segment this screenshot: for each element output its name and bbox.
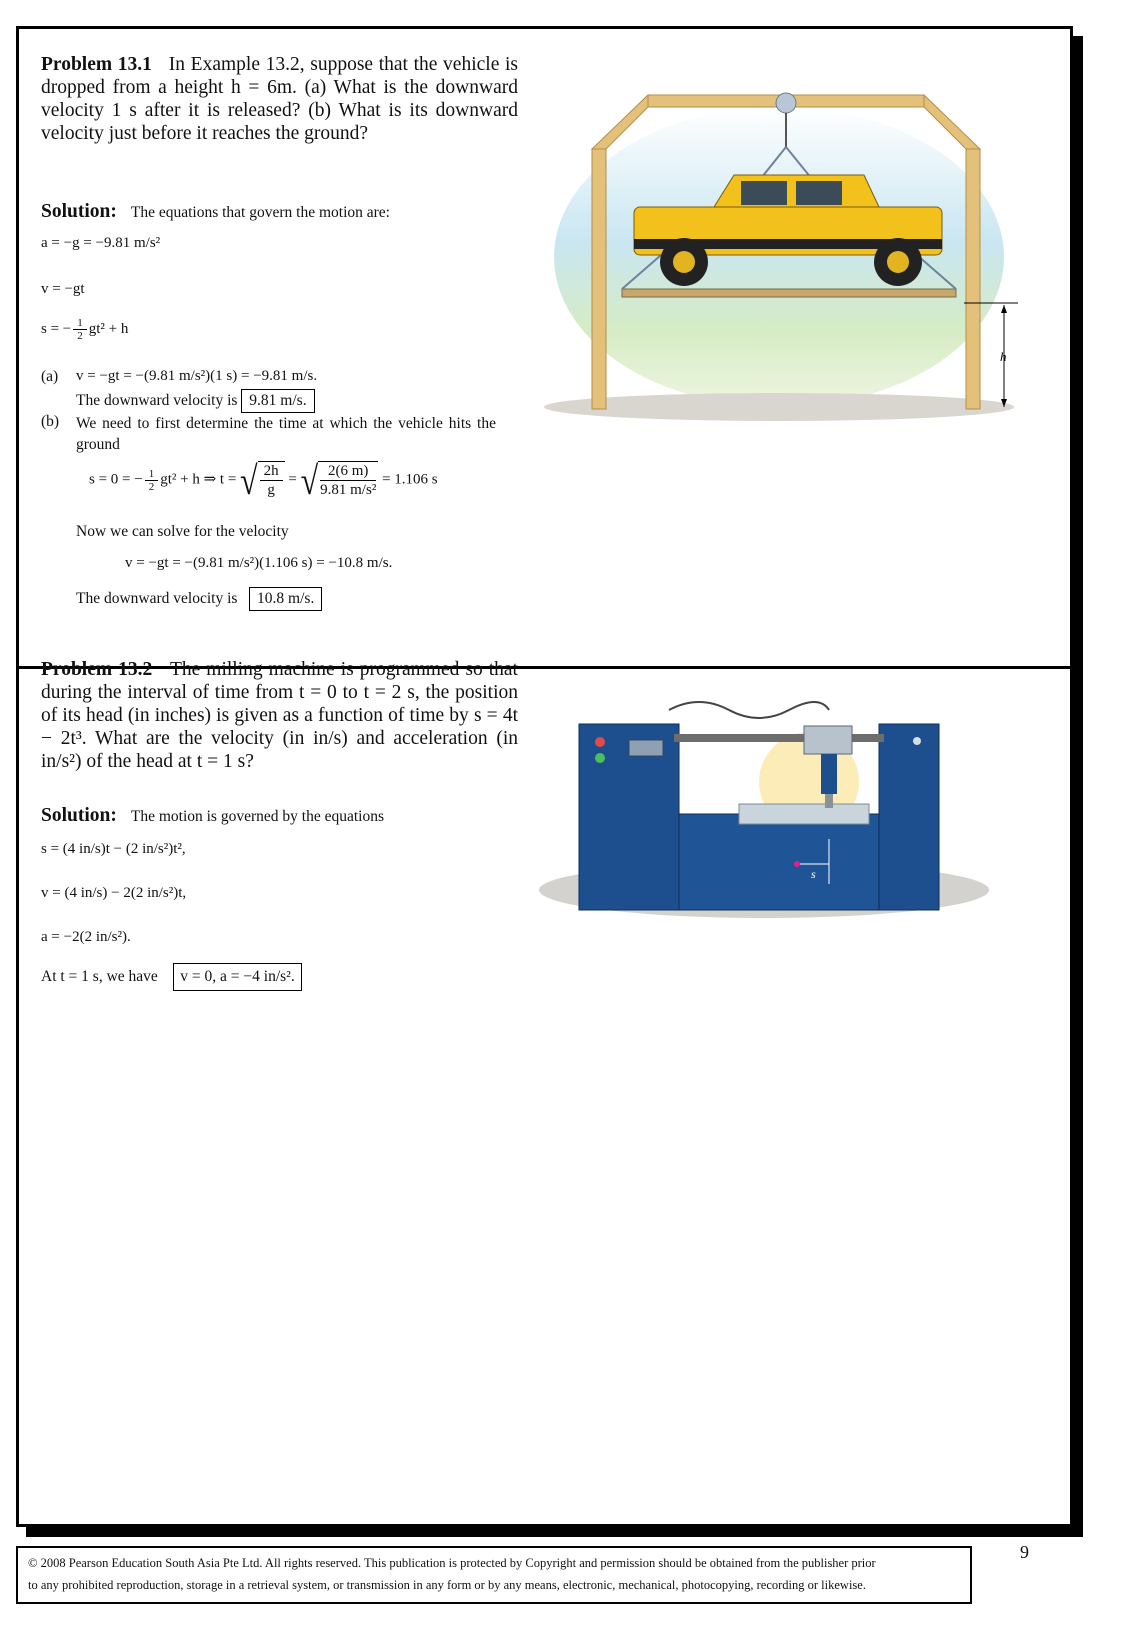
part-a-answer-line	[76, 389, 315, 413]
footer-line-2: to any prohibited reproduction, storage in a retrieval system, or transmission in any form or by any means, electronic, mechanical, photocopying, recording or likewise.	[28, 1578, 866, 1592]
equation-position	[41, 317, 128, 342]
answer-text: At t = 1 s, we have	[41, 968, 158, 985]
answer-box: 10.8 m/s.	[249, 587, 322, 611]
height-label: h	[1000, 349, 1007, 364]
eq-part: s = 0 = −	[89, 471, 143, 488]
problem-13-1-statement	[41, 53, 518, 145]
frac-num: 1	[145, 468, 159, 481]
page-number: 9	[1020, 1542, 1029, 1562]
position-label: s	[811, 867, 816, 881]
problem-13-1-text: In Example 13.2, suppose that the vehicle is dropped from a height h = 6m. (a) What is the downward velocity 1 s after it is released? (b) What is its downward velocity just before it reaches the ground?	[41, 54, 518, 144]
equation-acceleration: a = −g = −9.81 m/s²	[41, 235, 161, 251]
vehicle-drop-figure	[534, 57, 1024, 427]
solution-label: Solution:	[41, 805, 117, 826]
equation-position: s = (4 in/s)t − (2 in/s²)t²,	[41, 841, 186, 857]
control-panel	[629, 740, 663, 756]
frac-num: 2(6 m)	[320, 462, 376, 481]
platform	[622, 289, 956, 297]
frac-den: g	[267, 482, 275, 498]
frac-num: 1	[73, 317, 87, 330]
status-light-green	[595, 753, 605, 763]
answer-text: The downward velocity is	[76, 590, 238, 607]
equation-velocity: v = (4 in/s) − 2(2 in/s²)t,	[41, 885, 187, 901]
problem-13-2-text: The milling machine is programmed so that during the interval of time from t = 0 to t = 2 s, the position of its head (in inches) is given as a function of time by s = 4t − 2t³. What are the velocity (in in/s) and acceleration (in in/s²) of the head at t = 1 s?	[41, 659, 518, 772]
status-light-red	[595, 737, 605, 747]
answer-line	[41, 963, 302, 991]
ground-shadow	[544, 393, 1014, 421]
eq-part: gt² + h ⇒ t =	[160, 471, 237, 488]
answer-box: 9.81 m/s.	[241, 389, 314, 413]
page-frame	[16, 26, 1073, 1527]
answer-box: v = 0, a = −4 in/s².	[173, 963, 301, 991]
eq-part: s = −	[41, 320, 72, 337]
eq-part: = 1.106 s	[382, 471, 438, 488]
eq-part: =	[288, 471, 297, 488]
frac-num: 2h	[260, 462, 283, 481]
background-sky	[554, 107, 1004, 407]
cable	[669, 702, 829, 718]
sqrt-1: √ $\frac{2h}{g}$	[240, 461, 285, 499]
equation-velocity: v = −gt	[41, 281, 85, 297]
frac-den: 2	[148, 480, 155, 493]
part-b-label: (b)	[41, 413, 60, 430]
fraction-half	[73, 317, 87, 342]
frac-den: 2	[77, 330, 83, 342]
solution-intro: The equations that govern the motion are:	[130, 204, 390, 221]
part-b-answer-line	[76, 587, 322, 611]
answer-text: The downward velocity is	[76, 392, 238, 409]
position-marker	[794, 861, 800, 867]
problem-13-1-label: Problem 13.1	[41, 54, 152, 75]
spindle	[821, 754, 837, 794]
milling-machine-figure	[529, 664, 999, 924]
problem-13-2-label: Problem 13.2	[41, 659, 153, 680]
sqrt-2: √ $\frac{2(6 m)}{\text{9.81 m/s²}}$	[300, 457, 377, 503]
footer-line-1: © 2008 Pearson Education South Asia Pte Ltd. All rights reserved. This publication is protected by Copyright and permission should be obtained from the publisher prior	[28, 1556, 876, 1570]
solution-heading-1	[41, 201, 390, 223]
copyright-footer	[16, 1546, 972, 1604]
equation-acceleration: a = −2(2 in/s²).	[41, 929, 131, 945]
solution-label: Solution:	[41, 201, 117, 222]
part-b-velocity-equation: v = −gt = −(9.81 m/s²)(1.106 s) = −10.8 m/s.	[125, 555, 393, 571]
eq-part: gt² + h	[88, 320, 129, 337]
part-a-label: (a)	[41, 368, 59, 385]
problem-13-2-statement	[41, 658, 518, 773]
machine-head	[804, 726, 852, 754]
part-b-text2: Now we can solve for the velocity	[76, 523, 289, 540]
pulley-icon	[776, 93, 796, 113]
frac-den: 9.81 m/s²	[320, 482, 377, 498]
solution-intro: The motion is governed by the equations	[130, 808, 384, 825]
solution-heading-2	[41, 805, 384, 827]
fraction-half	[145, 468, 159, 493]
part-b-time-equation	[89, 457, 438, 503]
fraction-values	[320, 462, 376, 499]
part-a-equation: v = −gt = −(9.81 m/s²)(1 s) = −9.81 m/s.	[76, 368, 318, 384]
fraction-2h-g	[260, 462, 283, 499]
part-b-text: We need to first determine the time at which the vehicle hits the ground	[76, 415, 496, 453]
